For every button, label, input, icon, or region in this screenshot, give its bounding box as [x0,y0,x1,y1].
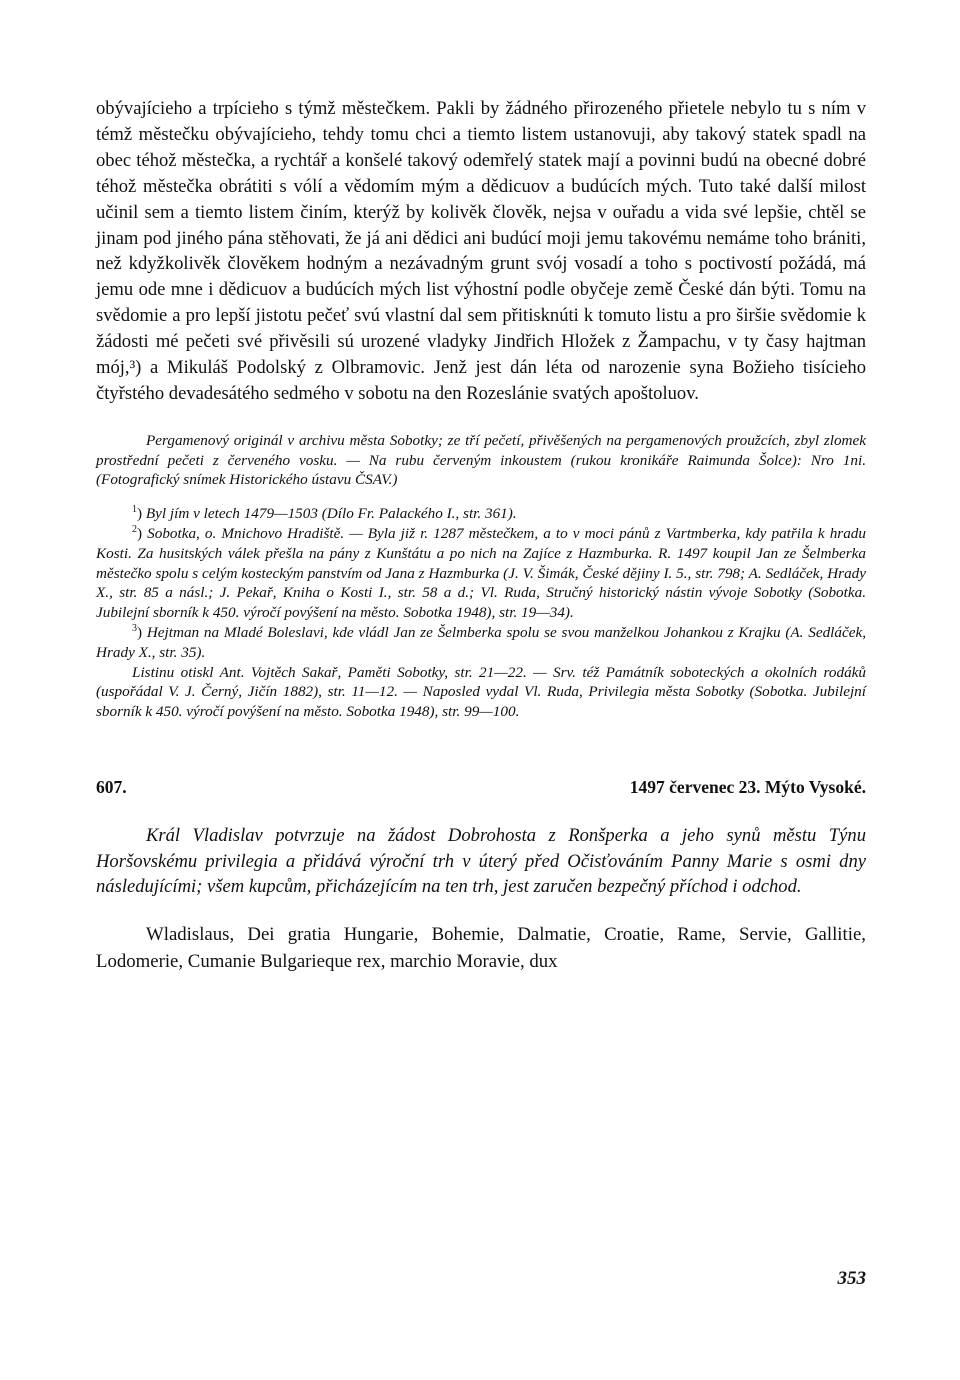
footnote-3: $^3$) Hejtman na Mladé Boleslavi, kde vládl Jan ze Šelmberka spolu se svou manželkou Johankou z Krajku (A. Sedláček, Hrady X., str. 35). [96,622,866,661]
footnote-number: 3 [132,622,137,634]
footnote-text: Hejtman na Mladé Boleslavi, kde vládl Jan ze Šelmberka spolu se svou manželkou Johankou z Krajku (A. Sedláček, Hrady X., str. 35). [96,624,866,661]
page-content [96,96,866,994]
footnote-2: $^2$) Sobotka, o. Mnichovo Hradiště. — Byla již r. 1287 městečkem, a to v moci pánů z Vartmberka, kdy patřila k hradu Kosti. Za husitských válek přešla na pány z Kunštátu a po nich na Zajíce z Hazmburka. R. 1497 koupil Jan ze Šelmberka městečko spolu s celým kosteckým panstvím od Jana z Hazmburka (J. V. Šimák, České dějiny I. 5., str. 798; A. Sedláček, Hrady X., str. 85 a násl.; J. Pekař, Kniha o Kosti I., str. 58 a d.; Vl. Ruda, Stručný historický nástin vývoje Sobotky (Sobotka. Jubilejní sborník k 450. výročí povýšení na město. Sobotka 1948), str. 19—34). [96,524,866,622]
main-paragraph: obývajícieho a trpícieho s týmž městečkem. Pakli by žádného přirozeného přietele nebylo tu s ním v témž městečku obývajícieho, tehdy tomu chci a tiemto listem ustanovuji, aby takový statek spadl na obec téhož městečka, a rychtář a konšelé takový odemřelý statek mají a povinni budú na obecné dobré téhož městečka obrátiti s vólí a vědomím mým a dědicuov a budúcích mých. Tuto také další milost učinil sem a tiemto listem činím, kterýž by kolivěk člověk, nejsa v ouřadu a vida své lepšie, chtěl se jinam pod jiného pána stěhovati, že já ani dědici ani budúcí moji jemu takovému nemáme toho brániti, než kdyžkolivěk člověkem hodným a nezávadným grunt svój vosadí a toho s poctivostí požádá, má jemu ode mne i dědicuov a budúcích mých list výhostní podle obyčeje země České dán býti. Tomu na svědomie a pro lepší jistotu pečeť svú vlastní dal sem přitisknúti k tomuto listu a pro širšie svědomie k žádosti mé pečeti své přivěsili sú urozené vladyky Jindřich Hložek z Žampachu, v ty časy hajtman mój,³) a Mikuláš Podolský z Olbramovic. Jenž jest dán léta od narozenie syna Božieho tisícieho čtyřstého devadesátého sedmého v sobotu na den Rozeslánie svatých apoštoluov. [96,98,866,404]
entry-number: 607. [96,777,127,798]
footnote-text: Byl jím v letech 1479—1503 (Dílo Fr. Palackého I., str. 361). [145,505,517,523]
footnote-1: $^1$) Byl jím v letech 1479—1503 (Dílo Fr. Palackého I., str. 361). [132,504,517,523]
regest: Král Vladislav potvrzuje na žádost Dobrohosta z Ronšperka a jeho synů městu Týnu Horšovskému privilegia a přidává výroční trh v úterý před Očisťováním Panny Marie s osmi dny následujícími; všem kupcům, přicházejícím na ten trh, jest zaručen bezpečný příchod i odchod. [96,825,866,898]
footnotes [96,504,866,722]
page-number: 353 [837,1268,866,1289]
footnote-number: 2 [132,524,137,535]
edition-note: Listinu otiskl Ant. Vojtěch Sakař, Paměti Sobotky, str. 21—22. — Srv. též Památník soboteckých a okolních rodáků (uspořádal V. J. Černý, Jičín 1882), str. 11—12. — Naposled vydal Vl. Ruda, Privilegia města Sobotky (Sobotka. Jubilejní sborník k 450. výročí povýšení na město. Sobotka 1948), str. 99—100. [96,663,866,721]
entry-header [96,776,866,798]
source-note: Pergamenový originál v archivu města Sobotky; ze tří pečetí, přivěšených na pergamenových proužcích, zbyl zlomek prostřední pečeti z červeného vosku. — Na rubu červeným inkoustem (rukou kronikáře Raimunda Šolce): Nro 1ni. (Fotografický snímek Historického ústavu ČSAV.) [96,431,866,489]
footnote-text: Sobotka, o. Mnichovo Hradiště. — Byla již r. 1287 městečkem, a to v moci pánů z Vartmberka, kdy patřila k hradu Kosti. Za husitských válek přešla na pány z Kunštátu a po nich na Zajíce z Hazmburka. R. 1497 koupil Jan ze Šelmberka městečko spolu s celým kosteckým panstvím od Jana z Hazmburka (J. V. Šimák, České dějiny I. 5., str. 798; A. Sedláček, Hrady X., str. 85 a násl.; J. Pekař, Kniha o Kosti I., str. 58 a d.; Vl. Ruda, Stručný historický nástin vývoje Sobotky (Sobotka. Jubilejní sborník k 450. výročí povýšení na město. Sobotka 1948), str. 19—34). [96,525,866,622]
entry-date-place: 1497 červenec 23. Mýto Vysoké. [629,777,866,798]
footnote-number: 1 [132,504,137,516]
document-text: Wladislaus, Dei gratia Hungarie, Bohemie, Dalmatie, Croatie, Rame, Servie, Gallitie, Lodomerie, Cumanie Bulgarieque rex, marchio Moravie, dux [96,923,866,972]
